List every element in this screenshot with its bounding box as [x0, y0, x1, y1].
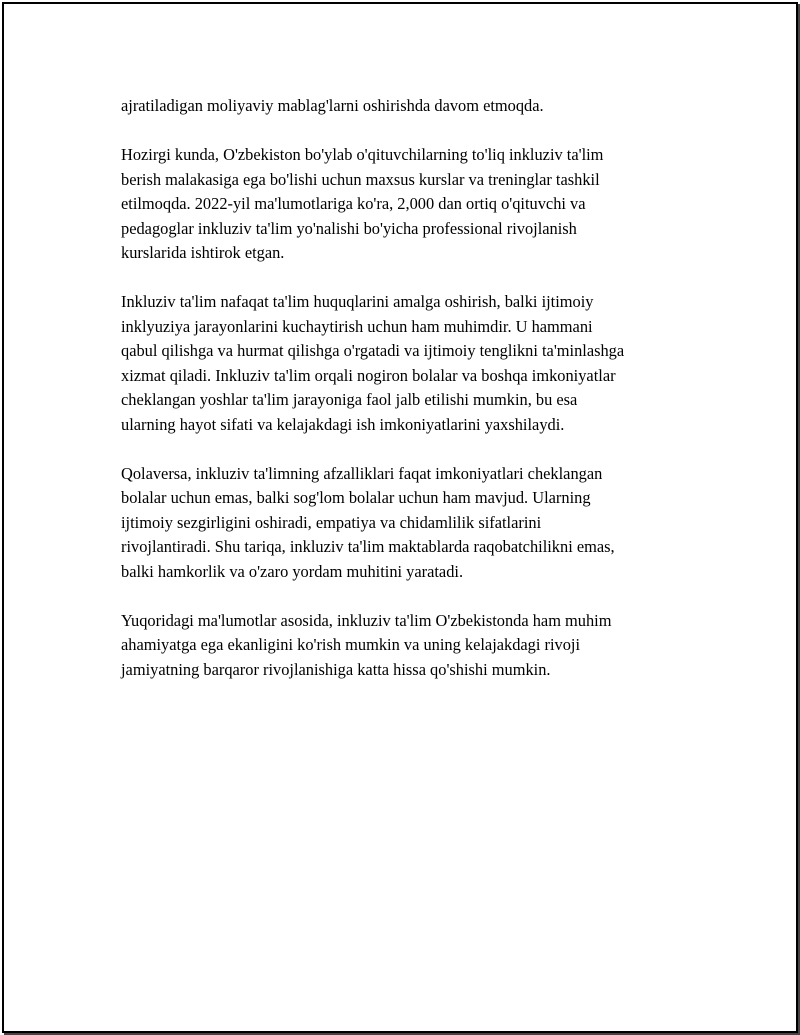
paragraph-conclusion: Yuqoridagi ma'lumotlar asosida, inkluziv ta'lim O'zbekistonda ham muhim ahamiyatga ega ekanligini ko'rish mumkin va uning kelajakdagi rivoji jamiyatning barqaror rivojlanishiga katta hissa qo'shishi mumkin.	[121, 610, 612, 679]
paragraph-teacher-training: Hozirgi kunda, O'zbekiston bo'ylab o'qituvchilarning to'liq inkluziv ta'lim berish malakasiga ega bo'lishi uchun maxsus kurslar va treninglar tashkil etilmoqda. 2022-yil ma'lumotlariga ko'ra, 2,000 dan ortiq o'qituvchi va pedagoglar inkluziv ta'lim yo'nalishi bo'yicha professional rivojlanish kurslarida ishtirok etgan.	[121, 145, 604, 262]
paragraph-social-inclusion: Inkluziv ta'lim nafaqat ta'lim huquqlarini amalga oshirish, balki ijtimoiy inklyuziya jarayonlarini kuchaytirish uchun ham muhimdir. U hammani qabul qilishga va hurmat qilishga o'rgatadi va ijtimoiy tenglikni ta'minlashga xizmat qiladi. Inkluziv ta'lim orqali nogiron bolalar va boshqa imkoniyatlar cheklangan yoshlar ta'lim jarayoniga faol jalb etilishi mumkin, bu esa ularning hayot sifati va kelajakdagi ish imkoniyatlarini yaxshilaydi.	[121, 292, 625, 434]
paragraph-continuation: ajratiladigan moliyaviy mablag'larni oshirishda davom etmoqda.	[121, 96, 544, 115]
paragraph-benefits: Qolaversa, inkluziv ta'limning afzalliklari faqat imkoniyatlari cheklangan bolalar uchun emas, balki sog'lom bolalar uchun ham mavjud. Ularning ijtimoiy sezgirligini oshiradi, empatiya va chidamlilik sifatlarini rivojlantiradi. Shu tariqa, inkluziv ta'lim maktablarda raqobatchilikni emas, balki hamkorlik va o'zaro yordam muhitini yaratadi.	[121, 463, 615, 581]
document-body	[121, 94, 721, 707]
document-page	[2, 2, 798, 1033]
